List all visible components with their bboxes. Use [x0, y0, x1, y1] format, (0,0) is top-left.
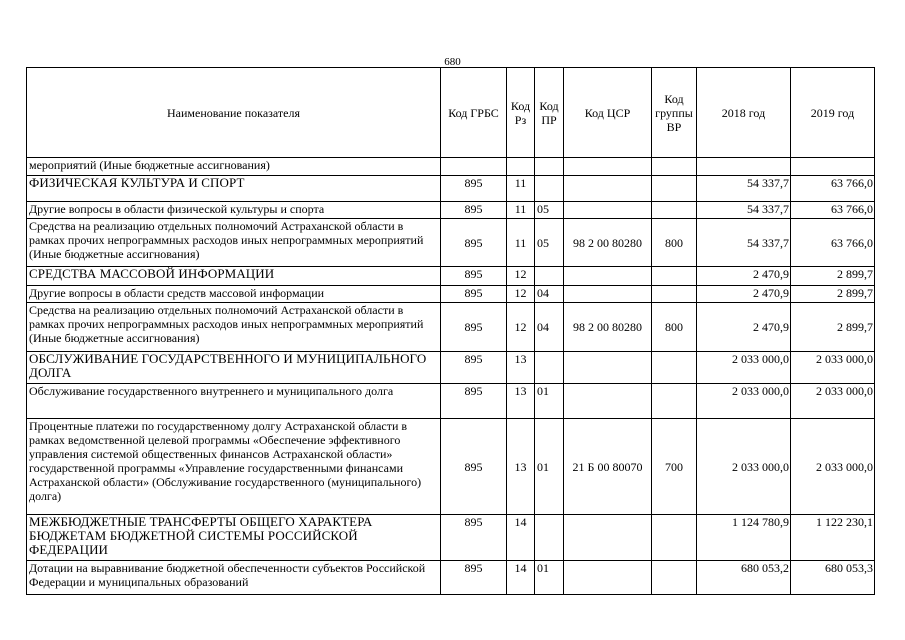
row-2019: 63 766,0: [791, 176, 875, 202]
row-2019: 2 899,7: [791, 286, 875, 303]
row-name: Процентные платежи по государственному долгу Астраханской области в рамках ведомственной целевой программы «Обеспечение эффективного управления системой общественных финансов Астраханской области» государственной программы «Управление государственными финансами Астраханской области» (Обслуживание государственного (муниципального) долга): [27, 419, 441, 515]
header-2018: 2018 год: [697, 68, 791, 158]
row-csr: [564, 176, 652, 202]
row-vr: 800: [652, 303, 697, 352]
row-name: Другие вопросы в области физической культуры и спорта: [27, 202, 441, 219]
header-rz: Код Рз: [507, 68, 535, 158]
row-grbs: 895: [441, 384, 507, 419]
row-grbs: 895: [441, 176, 507, 202]
row-pr: 04: [535, 303, 564, 352]
row-pr: [535, 515, 564, 561]
row-name: Дотации на выравнивание бюджетной обеспеченности субъектов Российской Федерации и муниципальных образований: [27, 561, 441, 595]
row-vr: 800: [652, 219, 697, 267]
row-csr: [564, 561, 652, 595]
table-row: [27, 176, 875, 202]
row-rz: 13: [507, 352, 535, 384]
row-csr: 98 2 00 80280: [564, 303, 652, 352]
row-vr: [652, 202, 697, 219]
row-vr: [652, 267, 697, 286]
table-row: [27, 219, 875, 267]
row-name: ОБСЛУЖИВАНИЕ ГОСУДАРСТВЕННОГО И МУНИЦИПАЛЬНОГО ДОЛГА: [27, 352, 441, 384]
row-2019: 1 122 230,1: [791, 515, 875, 561]
row-csr: [564, 267, 652, 286]
header-grbs: Код ГРБС: [441, 68, 507, 158]
row-2019: 2 033 000,0: [791, 384, 875, 419]
row-pr: [535, 352, 564, 384]
row-2019: 63 766,0: [791, 202, 875, 219]
row-2018: 2 033 000,0: [697, 352, 791, 384]
row-csr: [564, 515, 652, 561]
page-number: 680: [444, 56, 461, 68]
row-vr: 700: [652, 419, 697, 515]
row-2019: 2 033 000,0: [791, 352, 875, 384]
row-2019: 2 899,7: [791, 303, 875, 352]
row-name: Средства на реализацию отдельных полномочий Астраханской области в рамках прочих непрограммных расходов иных непрограммных мероприятий (Иные бюджетные ассигнования): [27, 303, 441, 352]
row-2019: 680 053,3: [791, 561, 875, 595]
row-pr: 05: [535, 219, 564, 267]
row-2018: 54 337,7: [697, 202, 791, 219]
row-rz: [507, 158, 535, 176]
header-csr: Код ЦСР: [564, 68, 652, 158]
row-pr: 01: [535, 561, 564, 595]
row-rz: 12: [507, 267, 535, 286]
row-csr: [564, 352, 652, 384]
row-name: Другие вопросы в области средств массовой информации: [27, 286, 441, 303]
row-grbs: 895: [441, 267, 507, 286]
header-name: Наименование показателя: [27, 68, 441, 158]
row-2019: 2 033 000,0: [791, 419, 875, 515]
row-name: Обслуживание государственного внутреннего и муниципального долга: [27, 384, 441, 419]
row-pr: [535, 176, 564, 202]
row-2018: 680 053,2: [697, 561, 791, 595]
table-row: [27, 419, 875, 515]
row-name: СРЕДСТВА МАССОВОЙ ИНФОРМАЦИИ: [27, 267, 441, 286]
row-2018: 54 337,7: [697, 219, 791, 267]
row-2018: 1 124 780,9: [697, 515, 791, 561]
row-pr: 01: [535, 384, 564, 419]
row-2018: 2 470,9: [697, 286, 791, 303]
row-pr: [535, 158, 564, 176]
row-name: ФИЗИЧЕСКАЯ КУЛЬТУРА И СПОРТ: [27, 176, 441, 202]
row-rz: 14: [507, 561, 535, 595]
row-2018: 2 033 000,0: [697, 384, 791, 419]
row-name: МЕЖБЮДЖЕТНЫЕ ТРАНСФЕРТЫ ОБЩЕГО ХАРАКТЕРА БЮДЖЕТАМ БЮДЖЕТНОЙ СИСТЕМЫ РОССИЙСКОЙ ФЕДЕРАЦИИ: [27, 515, 441, 561]
row-pr: 04: [535, 286, 564, 303]
row-2019: [791, 158, 875, 176]
row-grbs: 895: [441, 202, 507, 219]
row-grbs: 895: [441, 303, 507, 352]
row-vr: [652, 561, 697, 595]
row-rz: 11: [507, 202, 535, 219]
row-rz: 13: [507, 419, 535, 515]
table-row: [27, 267, 875, 286]
row-vr: [652, 176, 697, 202]
row-csr: 98 2 00 80280: [564, 219, 652, 267]
table-row: [27, 561, 875, 595]
row-csr: [564, 202, 652, 219]
row-2018: 2 470,9: [697, 267, 791, 286]
table-row: [27, 303, 875, 352]
row-csr: [564, 384, 652, 419]
row-pr: 01: [535, 419, 564, 515]
row-csr: [564, 286, 652, 303]
row-pr: [535, 267, 564, 286]
row-grbs: 895: [441, 352, 507, 384]
budget-table: [26, 67, 875, 595]
row-rz: 14: [507, 515, 535, 561]
row-2018: 54 337,7: [697, 176, 791, 202]
row-grbs: 895: [441, 286, 507, 303]
row-vr: [652, 384, 697, 419]
header-vr: Код группы ВР: [652, 68, 697, 158]
row-2018: 2 470,9: [697, 303, 791, 352]
row-csr: 21 Б 00 80070: [564, 419, 652, 515]
row-grbs: 895: [441, 561, 507, 595]
row-name: мероприятий (Иные бюджетные ассигнования): [27, 158, 441, 176]
header-row: [27, 68, 875, 158]
table-row: [27, 384, 875, 419]
table-row: [27, 515, 875, 561]
row-rz: 12: [507, 286, 535, 303]
row-rz: 12: [507, 303, 535, 352]
row-grbs: 895: [441, 515, 507, 561]
row-grbs: [441, 158, 507, 176]
row-2018: 2 033 000,0: [697, 419, 791, 515]
row-vr: [652, 158, 697, 176]
row-vr: [652, 286, 697, 303]
row-vr: [652, 352, 697, 384]
table-row: [27, 202, 875, 219]
table-row: [27, 286, 875, 303]
row-rz: 11: [507, 176, 535, 202]
table-row: [27, 352, 875, 384]
row-vr: [652, 515, 697, 561]
row-name: Средства на реализацию отдельных полномочий Астраханской области в рамках прочих непрограммных расходов иных непрограммных мероприятий (Иные бюджетные ассигнования): [27, 219, 441, 267]
row-grbs: 895: [441, 419, 507, 515]
table-row: [27, 158, 875, 176]
header-pr: Код ПР: [535, 68, 564, 158]
row-2019: 63 766,0: [791, 219, 875, 267]
row-2018: [697, 158, 791, 176]
budget-table-container: [26, 67, 875, 595]
row-grbs: 895: [441, 219, 507, 267]
row-rz: 11: [507, 219, 535, 267]
header-2019: 2019 год: [791, 68, 875, 158]
row-2019: 2 899,7: [791, 267, 875, 286]
row-csr: [564, 158, 652, 176]
row-rz: 13: [507, 384, 535, 419]
row-pr: 05: [535, 202, 564, 219]
